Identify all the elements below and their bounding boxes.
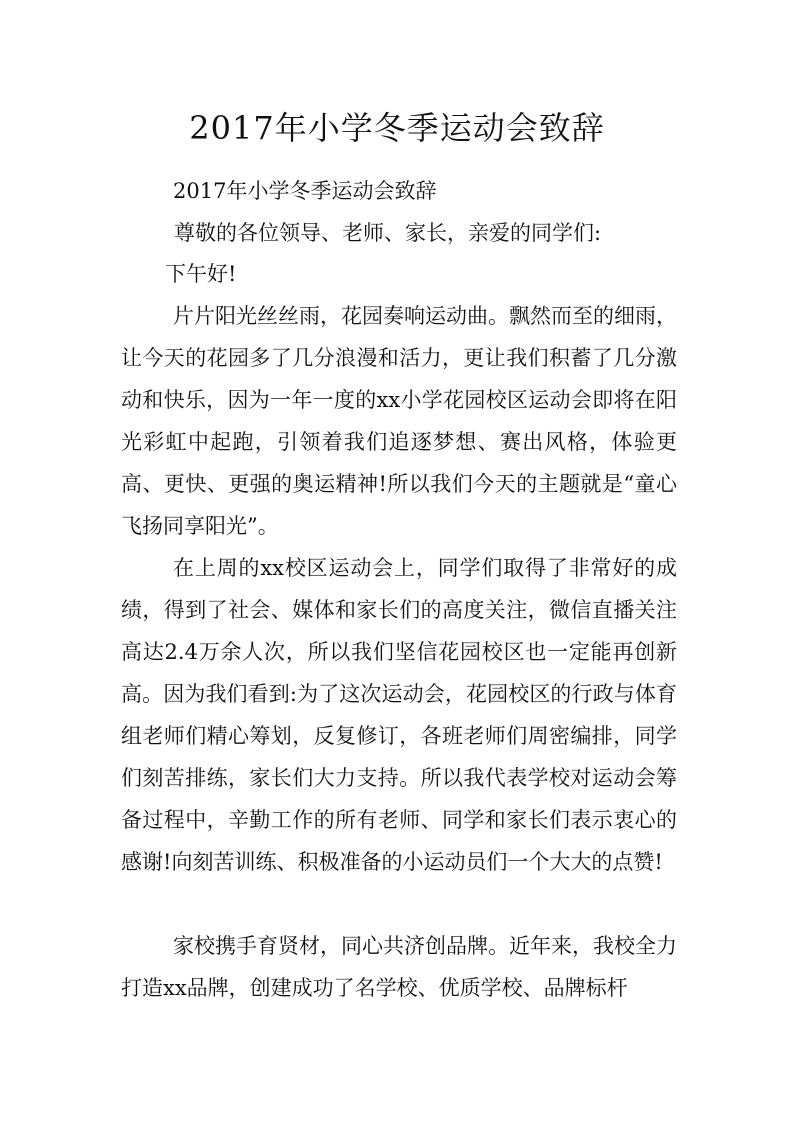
body-paragraph-2: 在上周的xx校区运动会上，同学们取得了非常好的成绩，得到了社会、媒体和家长们的高度关注，微信直播关注高达2.4万余人次，所以我们坚信花园校区也一定能再创新高。因为我们看到:为了这次运动会，花园校区的行政与体育组老师们精心筹划，反复修订，各班老师们周密编排，同学们刻苦排练，家长们大力支持。所以我代表学校对运动会筹备过程中，辛勤工作的所有老师、同学和家长们表示衷心的感谢!向刻苦训练、积极准备的小运动员们一个大大的点赞! xyxy=(121,556,677,874)
body-paragraph-1: 片片阳光丝丝雨，花园奏响运动曲。飘然而至的细雨，让今天的花园多了几分浪漫和活力，更让我们积蓄了几分激动和快乐，因为一年一度的xx小学花园校区运动会即将在阳光彩虹中起跑，引领着我们追逐梦想、赛出风格，体验更高、更快、更强的奥运精神!所以我们今天的主题就是“童心飞扬同享阳光”。 xyxy=(121,304,677,538)
document-title: 2017年小学冬季运动会致辞 xyxy=(189,109,605,147)
document-subtitle: 2017年小学冬季运动会致辞 xyxy=(173,179,437,203)
body-paragraph-3: 家校携手育贤材，同心共济创品牌。近年来，我校全力打造xx品牌，创建成功了名学校、优质学校、品牌标杆 xyxy=(121,934,677,1000)
greeting: 下午好! xyxy=(165,262,237,286)
salutation: 尊敬的各位领导、老师、家长，亲爱的同学们: xyxy=(174,221,602,245)
